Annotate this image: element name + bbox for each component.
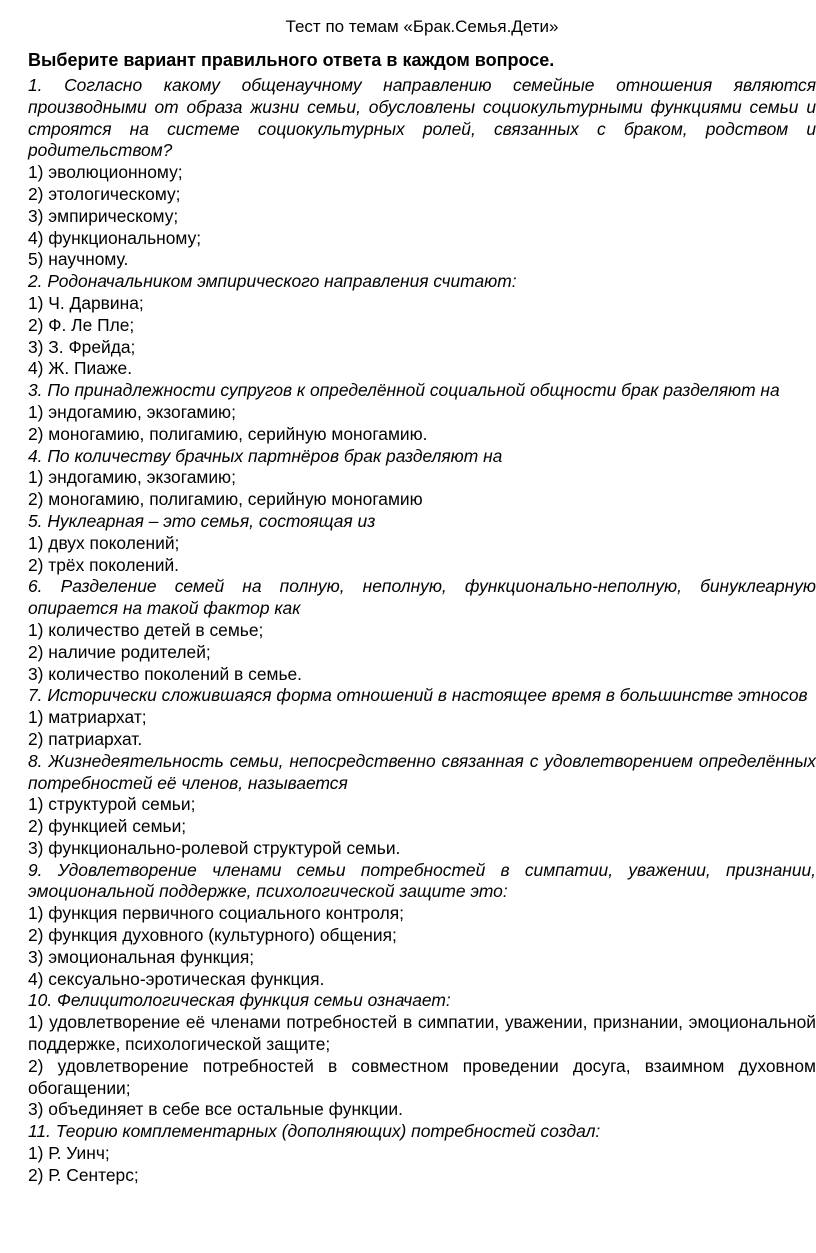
question-text: 11. Теорию комплементарных (дополняющих) потребностей создал: [28,1121,601,1142]
answer-option: 2) функция духовного (культурного) общения; [28,925,397,946]
question-text: 3. По принадлежности супругов к определённой социальной общности брак разделяют на [28,380,780,401]
answer-option: 2) моногамию, полигамию, серийную моногамию. [28,423,428,444]
question-text: 1. Согласно какому общенаучному направлению семейные отношения являются производными от образа жизни семьи, обусловлены социокультурными функциями семьи и строятся на системе социокультурных ролей, связанных с браком, родством и родительством? [28,75,816,161]
answer-option: 3) эмпирическому; [28,205,179,226]
answer-option: 3) функционально-ролевой структурой семьи. [28,837,401,858]
test-instruction: Выберите вариант правильного ответа в каждом вопросе. [28,50,555,70]
answer-option: 2) трёх поколений. [28,554,179,575]
answer-option: 1) функция первичного социального контроля; [28,903,405,924]
answer-option: 1) эндогамию, экзогамию; [28,467,236,488]
answer-option: 3) эмоциональная функция; [28,946,255,967]
question-text: 10. Фелицитологическая функция семьи означает: [28,990,451,1011]
answer-option: 1) количество детей в семье; [28,619,264,640]
answer-option: 4) сексуально-эротическая функция. [28,968,325,989]
question-text: 6. Разделение семей на полную, неполную, функционально-неполную, бинуклеарную опирается на такой фактор как [28,576,816,619]
question-text: 2. Родоначальником эмпирического направления считают: [28,271,517,292]
document-page [28,15,816,1187]
answer-option: 2) патриархат. [28,728,143,749]
answer-option: 1) Р. Уинч; [28,1143,110,1164]
answer-option: 4) функциональному; [28,227,202,248]
answer-option: 2) этологическому; [28,183,181,204]
answer-option: 1) эндогамию, экзогамию; [28,401,236,422]
answer-option: 4) Ж. Пиаже. [28,358,133,379]
answer-option: 3) количество поколений в семье. [28,663,303,684]
question-text: 4. По количеству брачных партнёров брак разделяют на [28,445,503,466]
question-text: 8. Жизнедеятельность семьи, непосредственно связанная с удовлетворением определённых потребностей её членов, называется [28,750,816,793]
answer-option: 3) З. Фрейда; [28,336,136,357]
question-text: 9. Удовлетворение членами семьи потребностей в симпатии, уважении, признании, эмоциональной поддержке, психологической защите это: [28,859,816,902]
answer-option: 1) матриархат; [28,707,147,728]
answer-option: 2) моногамию, полигамию, серийную моногамию [28,489,423,510]
answer-option: 1) Ч. Дарвина; [28,292,144,313]
answer-option: 1) эволюционному; [28,162,183,183]
answer-option: 2) Ф. Ле Пле; [28,314,135,335]
answer-option: 5) научному. [28,249,129,270]
question-text: 5. Нуклеарная – это семья, состоящая из [28,510,376,531]
answer-option: 2) удовлетворение потребностей в совместном проведении досуга, взаимном духовном обогащении; [28,1055,816,1098]
answer-option: 1) двух поколений; [28,532,180,553]
question-list [28,75,816,1187]
answer-option: 2) наличие родителей; [28,641,211,662]
answer-option: 1) удовлетворение её членами потребностей в симпатии, уважении, признании, эмоциональной поддержке, психологической защите; [28,1012,816,1055]
answer-option: 2) функцией семьи; [28,816,187,837]
answer-option: 2) Р. Сентерс; [28,1164,139,1185]
answer-option: 3) объединяет в себе все остальные функции. [28,1099,403,1120]
answer-option: 1) структурой семьи; [28,794,196,815]
question-text: 7. Исторически сложившаяся форма отношений в настоящее время в большинстве этносов [28,685,808,706]
document-title: Тест по темам «Брак.Семья.Дети» [285,17,559,36]
